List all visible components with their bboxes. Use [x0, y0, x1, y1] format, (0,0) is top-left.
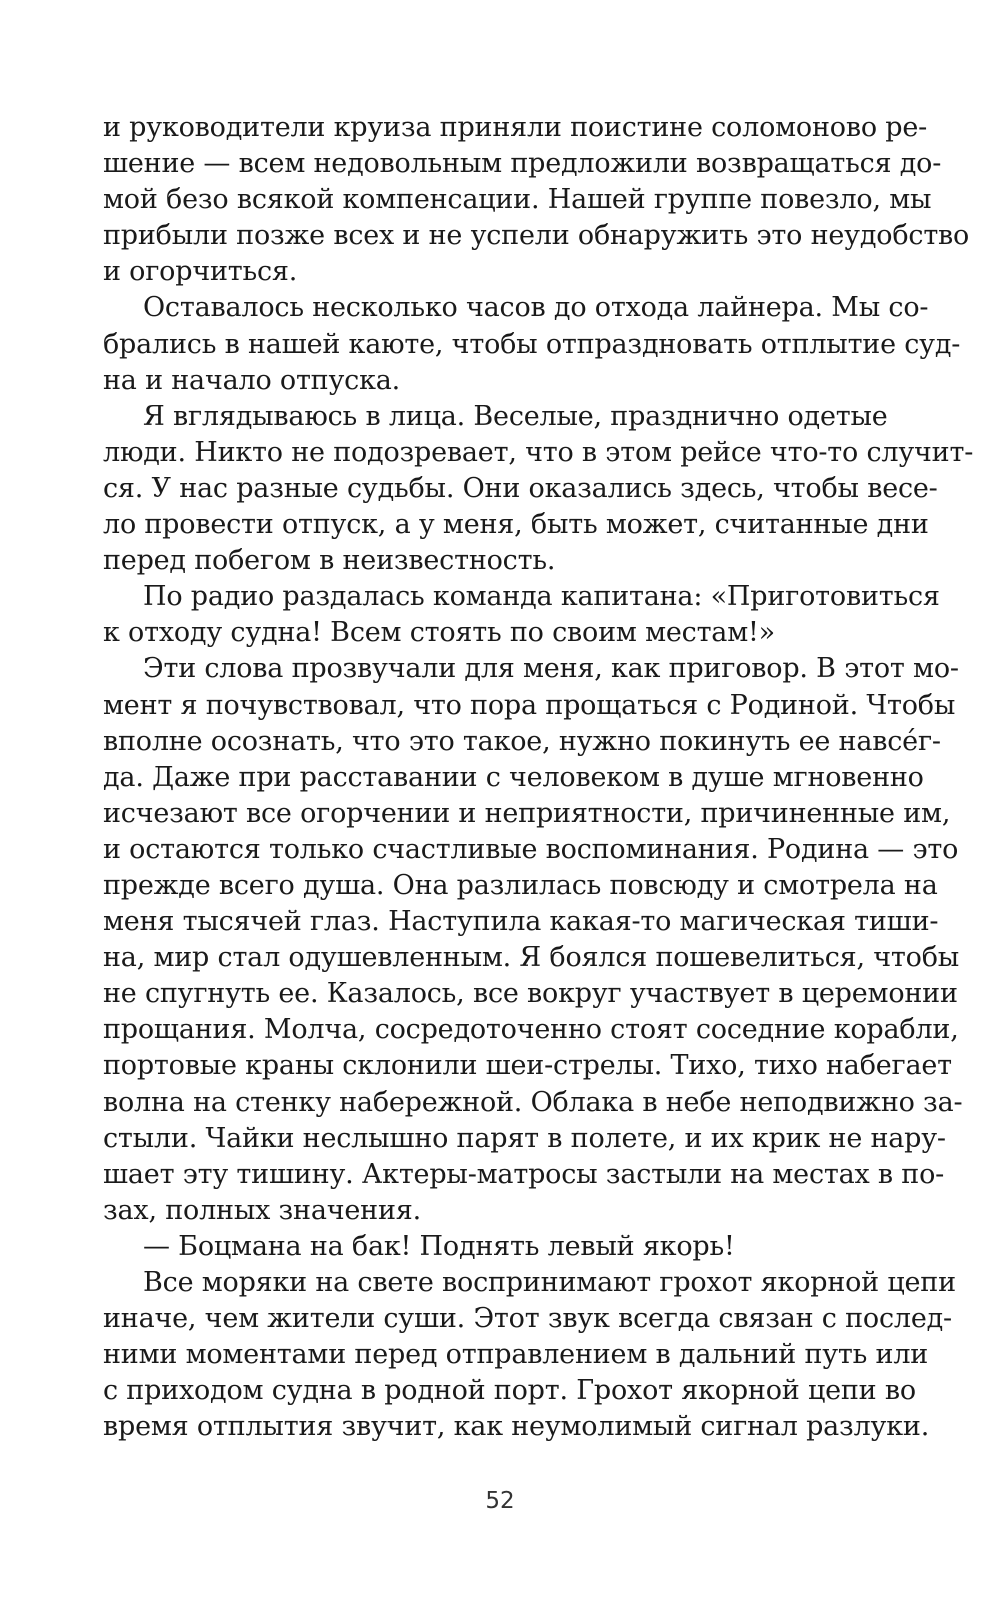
text-line: и огорчиться. — [103, 256, 298, 288]
page-number: 52 — [485, 1488, 515, 1514]
text-line: стыли. Чайки неслышно парят в полете, и их крик не нару- — [103, 1122, 946, 1154]
text-line: время отплытия звучит, как неумолимый сигнал разлуки. — [103, 1411, 930, 1443]
text-line: иначе, чем жители суши. Этот звук всегда связан с послед- — [103, 1303, 952, 1335]
text-line: с приходом судна в родной порт. Грохот якорной цепи во — [103, 1375, 916, 1407]
text-line: мой безо всякой компенсации. Нашей группе повезло, мы — [103, 184, 932, 216]
text-line: брались в нашей каюте, чтобы отпраздновать отплытие суд- — [103, 328, 961, 360]
text-line: шение — всем недовольным предложили возвращаться до- — [103, 148, 942, 180]
text-line: ся. У нас разные судьбы. Они оказались здесь, чтобы весе- — [103, 472, 938, 504]
text-line: на и начало отпуска. — [103, 364, 401, 396]
text-line: прощания. Молча, сосредоточенно стоят соседние корабли, — [103, 1014, 959, 1046]
text-line: шает эту тишину. Актеры-матросы застыли на местах в по- — [103, 1158, 945, 1190]
body-text — [103, 110, 974, 1445]
text-line: не спугнуть ее. Казалось, все вокруг участвует в церемонии — [103, 978, 958, 1010]
text-line: Эти слова прозвучали для меня, как приговор. В этот мо- — [143, 653, 959, 685]
text-line: Я вглядываюсь в лица. Веселые, празднично одетые — [143, 400, 888, 432]
text-line: портовые краны склонили шеи-стрелы. Тихо, тихо набегает — [103, 1050, 952, 1082]
text-line: меня тысячей глаз. Наступила какая-то магическая тиши- — [103, 906, 939, 938]
text-line: зах, полных значения. — [103, 1194, 421, 1226]
text-line: прежде всего душа. Она разлилась повсюду и смотрела на — [103, 869, 938, 901]
text-line: По радио раздалась команда капитана: «Приготовиться — [143, 581, 940, 613]
text-line: ними моментами перед отправлением в дальний путь или — [103, 1339, 929, 1371]
text-line: ло провести отпуск, а у меня, быть может, считанные дни — [103, 509, 929, 541]
text-line: волна на стенку набережной. Облака в небе неподвижно за- — [103, 1086, 963, 1118]
text-line: к отходу судна! Всем стоять по своим местам!» — [103, 617, 775, 649]
text-line: да. Даже при расставании с человеком в душе мгновенно — [103, 761, 924, 793]
text-line: вполне осознать, что это такое, нужно покинуть ее навсе́г- — [103, 725, 941, 757]
text-line: прибыли позже всех и не успели обнаружить это неудобство — [103, 220, 970, 252]
text-line: и остаются только счастливые воспоминания. Родина — это — [103, 833, 959, 865]
text-line: исчезают все огорчении и неприятности, причиненные им, — [103, 797, 951, 829]
text-line: Все моряки на свете воспринимают грохот якорной цепи — [143, 1267, 956, 1298]
text-line: перед побегом в неизвестность. — [103, 545, 556, 577]
text-line: люди. Никто не подозревает, что в этом рейсе что-то случит- — [103, 436, 974, 468]
text-line: — Боцмана на бак! Поднять левый якорь! — [143, 1230, 735, 1262]
text-line: мент я почувствовал, что пора прощаться с Родиной. Чтобы — [103, 689, 956, 721]
text-line: и руководители круиза приняли поистине соломоново ре- — [103, 112, 928, 143]
text-line: на, мир стал одушевленным. Я боялся пошевелиться, чтобы — [103, 942, 960, 974]
text-line: Оставалось несколько часов до отхода лайнера. Мы со- — [143, 292, 929, 324]
